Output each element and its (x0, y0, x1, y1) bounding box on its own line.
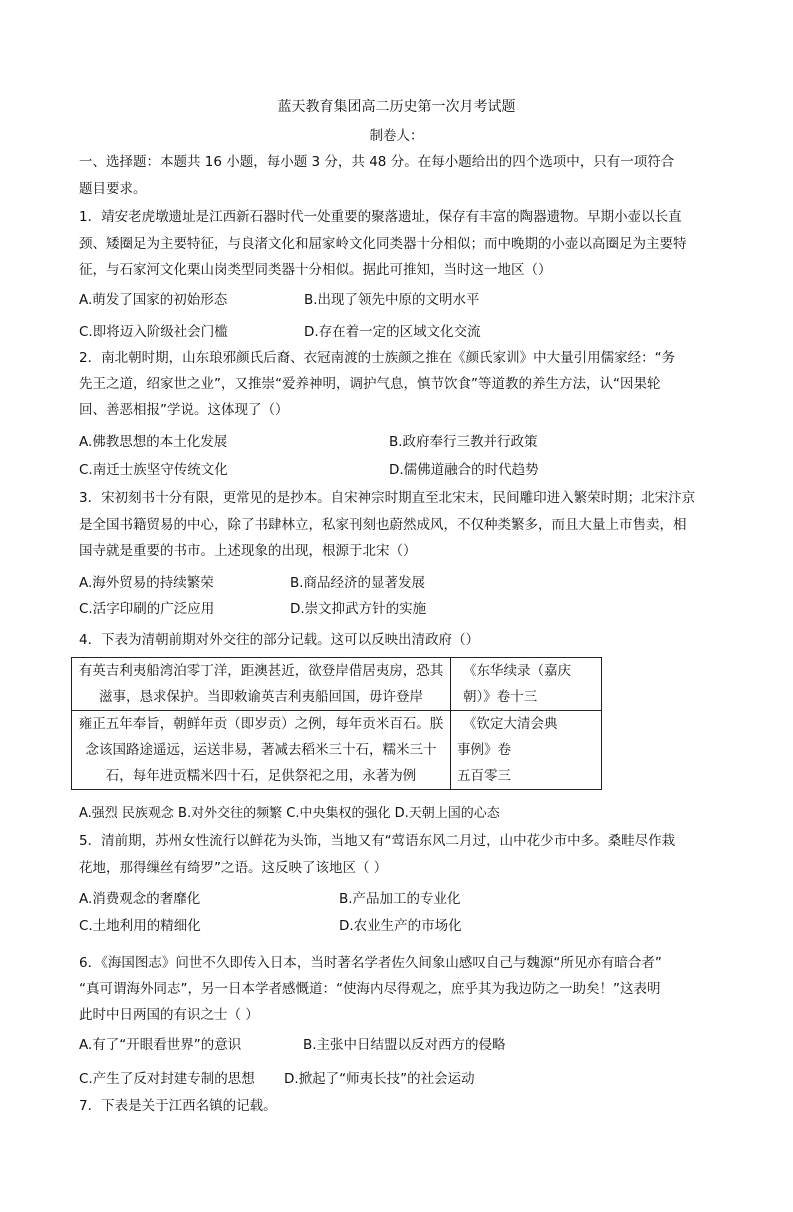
text-line: 题目要求。 (79, 181, 147, 197)
option-d[interactable]: D.儒佛道融合的时代趋势 (389, 462, 539, 478)
option-b[interactable]: B.政府奉行三教并行政策 (389, 434, 538, 450)
record-table (71, 657, 602, 790)
table-cell-content (72, 658, 451, 711)
question-text: 6．《海国图志》问世不久即传入日本，当时著名学者佐久间象山感叹自己与魏源“所见亦有暗合者” (79, 955, 662, 971)
question-text: 2．南北朝时期，山东琅邪颜氏后裔、衣冠南渡的士族颜之推在《颜氏家训》中大量引用儒家经：“务 (79, 350, 676, 366)
question-text: 5．清前期，苏州女性流行以鲜花为头饰，当地又有“莺语东风二月过，山中花少市中多。桑畦尽作栽 (79, 833, 676, 849)
question-text: 3．宋初刻书十分有限，更常见的是抄本。自宋神宗时期直至北宋末，民间雕印进入繁荣时期；北宋汴京 (79, 490, 696, 506)
cell-line: 《东华续录（嘉庆 (463, 663, 571, 679)
question-text: “真可谓海外同志”，另一日本学者感慨道：“使海内尽得观之，庶乎其为我边防之一助矣！”这表明 (79, 981, 661, 997)
cell-line: 石，每年进贡糯米四十石，足供祭祀之用，永著为例 (105, 768, 417, 784)
question-text: 颈、矮圈足为主要特征，与良渚文化和屈家岭文化同类器十分相似；而中晚期的小壶以高圈足为主要特 (79, 236, 687, 252)
option-d[interactable]: D.崇文抑武方针的实施 (290, 601, 427, 617)
cell-line: 念该国路途遥远，运送非易，著减去稻米三十石，糯米三十 (85, 742, 437, 758)
table-row (72, 711, 602, 790)
text-line: 一、选择题：本题共 16 小题，每小题 3 分，共 48 分。在每小题给出的四个选项中，只有一项符合 (79, 154, 675, 170)
question-text: 先王之道，绍家世之业”，又推崇“爱养神明，调护气息，慎节饮食”等道教的养生方法，认“因果轮 (79, 376, 661, 392)
question-text: 国寺就是重要的书市。上述现象的出现，根源于北宋（） (79, 543, 417, 559)
cell-line: 滋事，恳求保护。当即敕谕英吉利夷船回国，毋许登岸 (99, 689, 423, 705)
option-b[interactable]: B.商品经济的显著发展 (290, 575, 426, 591)
cell-line: 朝）》卷十三 (463, 689, 538, 705)
cell-line: 《钦定大清会典 (463, 716, 558, 732)
table-row (72, 658, 602, 711)
exam-title: 蓝天教育集团高二历史第一次月考试题 (277, 99, 516, 115)
question-text: 1．靖安老虎墩遗址是江西新石器时代一处重要的聚落遗址，保存有丰富的陶器遗物。早期小壶以长直 (79, 209, 682, 225)
option-c[interactable]: C.土地利用的精细化 (79, 918, 201, 934)
question-text: 是全国书籍贸易的中心，除了书肆林立，私家刊刻也蔚然成风，不仅种类繁多，而且大量上市售卖，相 (79, 517, 687, 533)
cell-line: 有英吉利夷船湾泊零丁洋，距澳甚近，欲登岸借居夷房，恐其 (78, 663, 444, 679)
cell-line: 事例》卷 (457, 742, 511, 758)
option-a[interactable]: A.消费观念的奢靡化 (79, 891, 201, 907)
option-c[interactable]: C.即将迈入阶级社会门槛 (79, 324, 228, 340)
question-text: 7．下表是关于江西名镇的记载。 (79, 1098, 277, 1114)
option-a[interactable]: A.萌发了国家的初始形态 (79, 292, 228, 308)
maker-label: 制卷人： (369, 128, 424, 144)
question-text: 征，与石家河文化栗山岗类型同类器十分相似。据此可推知，当时这一地区（） (79, 262, 552, 278)
option-b[interactable]: B.主张中日结盟以反对西方的侵略 (303, 1037, 506, 1053)
table-cell-source (451, 711, 602, 790)
cell-line: 五百零三 (457, 768, 511, 784)
option-d[interactable]: D.农业生产的市场化 (339, 918, 462, 934)
option-d[interactable]: D.掀起了“师夷长技”的社会运动 (284, 1071, 475, 1087)
cell-line: 雍正五年奉旨，朝鲜年贡（即岁贡）之例，每年贡米百石。朕 (78, 716, 444, 732)
question-text: 花地，那得缫丝有绮罗”之语。这反映了该地区（ ） (79, 860, 388, 876)
option-a[interactable]: A.有了“开眼看世界”的意识 (79, 1037, 242, 1053)
question-text: 此时中日两国的有识之士（ ） (79, 1007, 259, 1023)
option-b[interactable]: B.出现了领先中原的文明水平 (304, 292, 480, 308)
table-cell-source (451, 658, 602, 711)
option-c[interactable]: C.南迁士族坚守传统文化 (79, 462, 228, 478)
option-a[interactable]: A.海外贸易的持续繁荣 (79, 575, 214, 591)
question-text: 回、善恶相报”学说。这体现了（） (79, 402, 289, 418)
option-a[interactable]: A.佛教思想的本土化发展 (79, 434, 228, 450)
table-cell-content (72, 711, 451, 790)
option-c[interactable]: C.产生了反对封建专制的思想 (79, 1071, 255, 1087)
option-d[interactable]: D.存在着一定的区域文化交流 (304, 324, 481, 340)
question-text: 4．下表为清朝前期对外交往的部分记载。这可以反映出清政府（） (79, 632, 480, 648)
options-line[interactable]: A.强烈 民族观念 B.对外交往的频繁 C.中央集权的强化 D.天朝上国的心态 (79, 806, 500, 821)
option-c[interactable]: C.活字印刷的广泛应用 (79, 601, 215, 617)
option-b[interactable]: B.产品加工的专业化 (339, 891, 461, 907)
